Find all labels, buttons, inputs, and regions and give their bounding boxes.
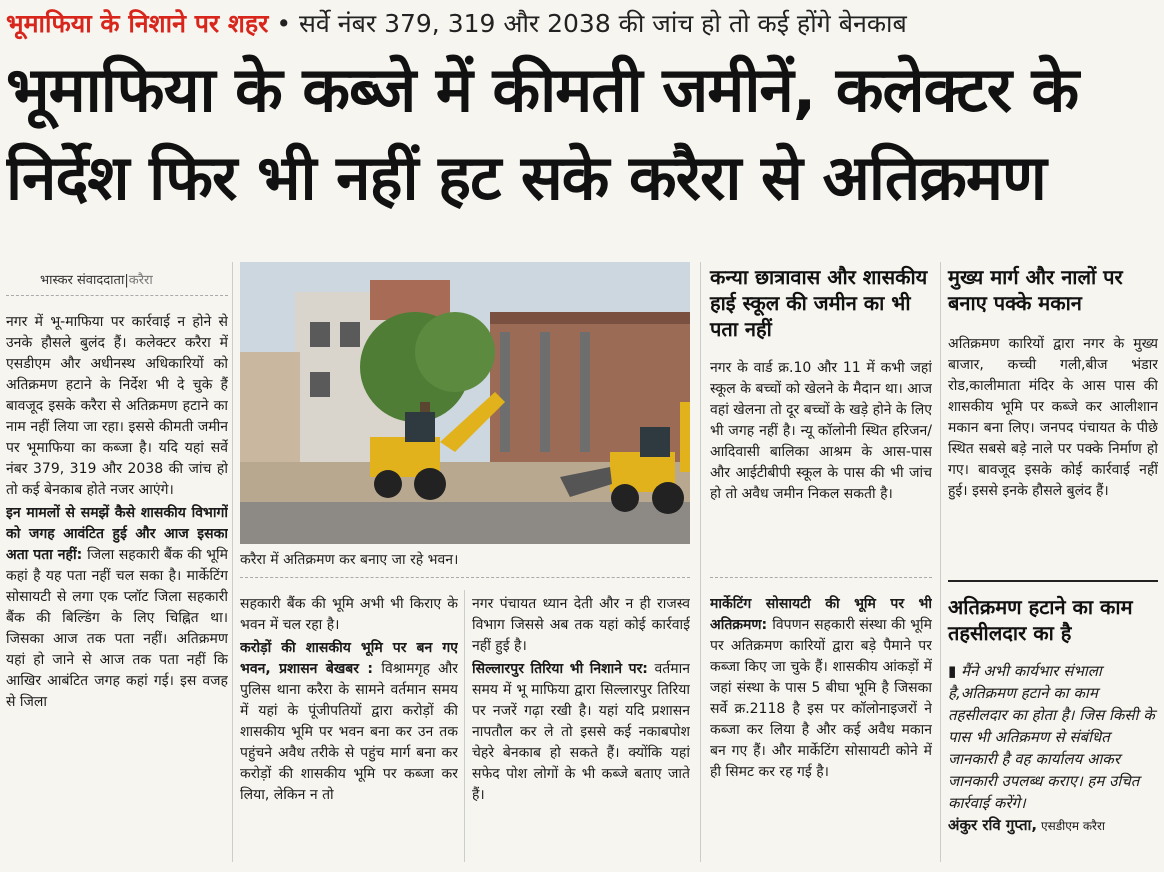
sdm-quote <box>948 660 1158 868</box>
col1-paragraph-1: नगर में भू-माफिया पर कार्रवाई न होने से उनके हौसले बुलंद हैं। कलेक्टर करैरा में एसडीएम और अधीनस्थ अधिकारियों को अतिक्रमण हटाने के निर्देश भी दे चुके हैं बावजूद इसके करैरा से अतिक्रमण हटाने का नाम नहीं लिया जा रहा। इससे कीमती जमीन पर भूमाफिया का कब्जा है। यदि यहां सर्वे नंबर 379, 319 और 2038 की जांच हो तो कई बेनकाब होते नजर आएंगे। <box>6 314 228 498</box>
kicker-line <box>6 6 1158 42</box>
byline <box>40 270 153 288</box>
construction-photo-illustration <box>240 262 690 544</box>
col4-heading: कन्या छात्रावास और शासकीय हाई स्कूल की जमीन का भी पता नहीं <box>710 265 928 341</box>
col4-lead-2: मार्केटिंग सोसायटी की भूमि पर भी अतिक्रमण: <box>710 596 932 633</box>
byline-rule <box>6 295 228 296</box>
column-4-bottom <box>710 594 932 866</box>
photo-caption: करैरा में अतिक्रमण कर बनाए जा रहे भवन। <box>240 552 459 568</box>
col4-paragraph-1: नगर के वार्ड क्र.10 और 11 में कभी जहां स्कूल के बच्चों को खेलने के मैदान था। आज वहां खेलना तो दूर बच्चों के खड़े होने के लिए भी जगह नहीं है। न्यू कॉलोनी स्थित हरिजन/आदिवासी बालिका आश्रम के आस-पास और आईटीबीपी स्कूल के पास की भी जांच हो तो अवैध जमीन निकल सकती है। <box>710 360 932 502</box>
column-1 <box>6 312 228 868</box>
column-3 <box>472 594 690 866</box>
byline-city: करैरा <box>128 273 153 288</box>
quote-mark-icon: ▮ <box>948 662 962 680</box>
kicker-red: भूमाफिया के निशाने पर शहर <box>6 9 269 38</box>
col5-rule <box>948 580 1158 582</box>
col3-paragraph-2: वर्तमान समय में भू माफिया द्वारा सिल्लारपुर तिरिया पर नजरें गढ़ा रखी है। यहां यदि प्रशासन नापतौल कर ले तो इससे कई नकाबपोश चेहरे बेनकाब हो सकते हैं। क्योंकि यहां सफेद पोश लोगों के भी कब्जे बताए जाते हैं। <box>472 661 690 803</box>
col2-paragraph-2: विश्रामगृह और पुलिस थाना करैरा के सामने वर्तमान समय में यहां के पूंजीपतियों द्वारा करोड़ों की शासकीय भूमि पर भवन बना कर उन तक पहुंचने अवैध तरीके से पहुंच मार्ग बना कर करोड़ों की शासकीय भूमि पर कब्जा कर लिया, लेकिन न तो <box>240 661 458 803</box>
column-divider-2 <box>464 590 465 862</box>
news-photo <box>240 262 690 544</box>
col2-paragraph-1: सहकारी बैंक की भूमि अभी भी किराए के भवन में चल रहा है। <box>240 596 458 633</box>
headline <box>6 46 1158 222</box>
col3-lead-2: सिल्लारपुर तिरिया भी निशाने पर: <box>472 661 655 677</box>
headline-line-2: निर्देश फिर भी नहीं हट सके करैरा से अतिक्रमण <box>6 141 1046 214</box>
col5-heading-2: अतिक्रमण हटाने का काम तहसीलदार का है <box>948 595 1133 645</box>
quote-text: मैंने अभी कार्यभार संभाला है,अतिक्रमण हटाने का काम तहसीलदार का होता है। जिस किसी के पास भी अतिक्रमण से संबंधित जानकारी है वह कार्यालय आकर जानकारी उपलब्ध कराए। हम उचित कार्रवाई करेंगे। <box>948 662 1155 812</box>
col1-paragraph-2: जिला सहकारी बैंक की भूमि कहां है यह पता नहीं चल सका है। मार्केटिंग सोसायटी से लगा एक प्लॉट जिला सहकारी बैंक की बिल्डिंग के लिए चिह्नित था। जिसका आज तक पता नहीं। अतिक्रमण यहां हो जाने से आज तक पता नहीं कि आखिर आबंटित जगह कहां गई। इस वजह से जिला <box>6 547 228 710</box>
col3-paragraph-1: नगर पंचायत ध्यान देती और न ही राजस्व विभाग जिससे अब तक यहां कोई कार्रवाई नहीं हुई है। <box>472 596 690 654</box>
column-divider-3 <box>700 262 701 862</box>
headline-line-1: भूमाफिया के कब्जे में कीमती जमीनें, कलेक्टर के <box>6 53 1079 126</box>
column-divider-1 <box>232 262 233 862</box>
quote-name: अंकुर रवि गुप्ता, <box>948 816 1038 834</box>
quote-designation: एसडीएम करैरा <box>1037 819 1105 833</box>
column-5-top <box>948 334 1158 570</box>
column-4-top <box>710 358 932 568</box>
col1-lead-2: इन मामलों से समझें कैसे शासकीय विभागों को जगह आवंटित हुई और आज इसका अता पता नहीं: <box>6 505 228 563</box>
col2-lead-2: करोड़ों की शासकीय भूमि पर बन गए भवन, प्रशासन बेखबर : <box>240 640 458 677</box>
byline-separator: | <box>124 273 129 288</box>
col4-paragraph-2: विपणन सहकारी संस्था की भूमि पर अतिक्रमण कारियों द्वारा बड़े पैमाने पर कब्जा किए जा चुके हैं। शासकीय आंकड़ों में जहां संस्था के पास 5 बीघा भूमि है जिसका सर्वे क्र.2118 है इस पर कॉलोनाइजरों ने कब्जा कर लिया है और कई अवैध मकान बन गए हैं। और मार्केटिंग सोसायटी कोने में ही सिमट कर रह गई है। <box>710 617 932 780</box>
caption-rule <box>240 577 690 578</box>
column-divider-4 <box>940 262 941 862</box>
col5-heading: मुख्य मार्ग और नालों पर बनाए पक्के मकान <box>948 265 1123 315</box>
byline-reporter: भास्कर संवाददाता <box>40 273 125 288</box>
col5-paragraph-1: अतिक्रमण कारियों द्वारा नगर के मुख्य बाजार, कच्ची गली,बीज भंडार रोड,कालीमाता मंदिर के आस पास की शासकीय भूमि पर कब्जे कर आलीशान मकान बना लिए। जनपद पंचायत के पीछे स्थित सबसे बड़े नाले पर पक्के निर्माण हो गए। बावजूद इसके कोई कार्रवाई नहीं हुई। इससे इनके हौसले बुलंद हैं। <box>948 336 1158 499</box>
col4-rule <box>710 577 932 578</box>
kicker-rest: • सर्वे नंबर 379, 319 और 2038 की जांच हो तो कई होंगे बेनकाब <box>268 9 907 38</box>
column-2 <box>240 594 458 866</box>
